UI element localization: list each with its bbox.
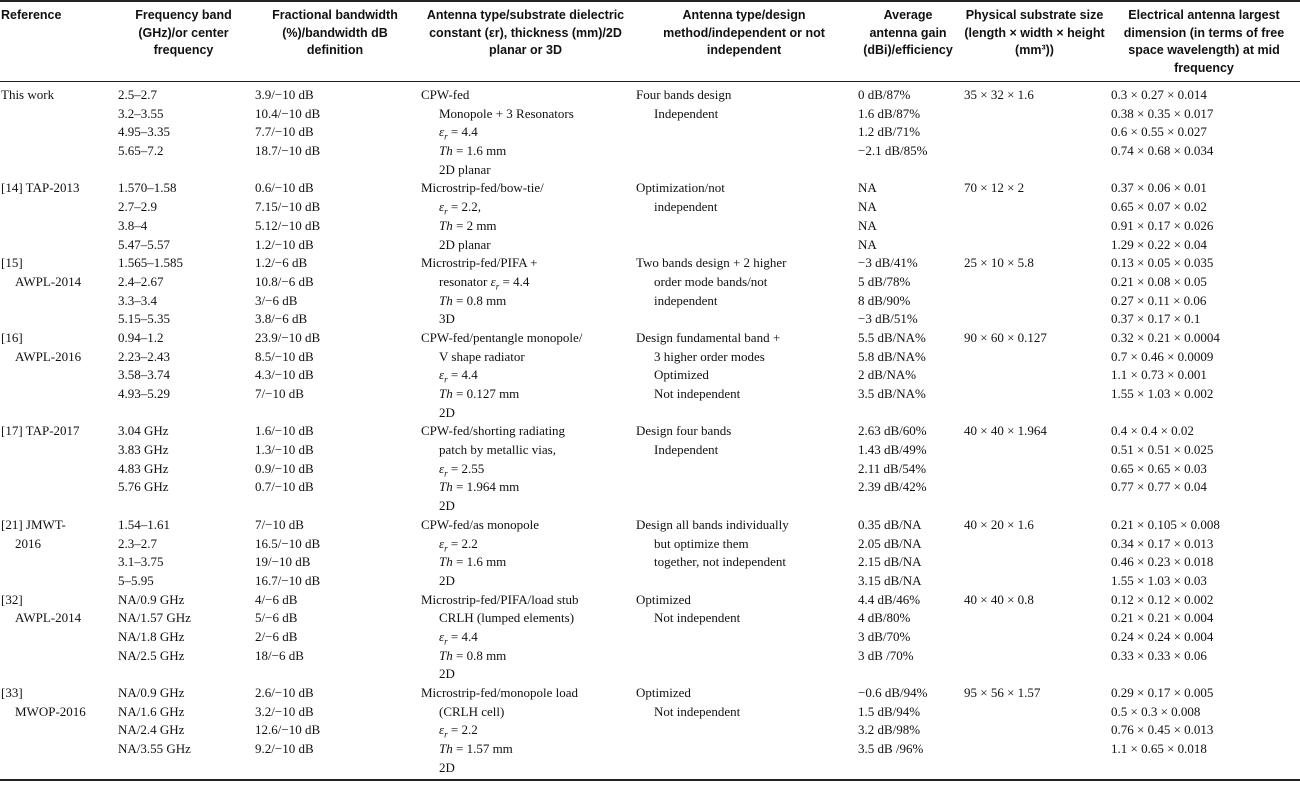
cell-line: 1.1 × 0.73 × 0.001: [1111, 367, 1207, 383]
cell-line: Th = 0.127 mm: [439, 386, 520, 401]
cell-line: −3 dB/51%: [858, 311, 918, 327]
cell-line: Th = 1.6 mm: [439, 143, 507, 159]
gain-cell: [855, 82, 961, 180]
cell-line: 10.8/−6 dB: [255, 273, 314, 289]
cell-line: 1.2/−6 dB: [255, 255, 308, 271]
cell-line: 0.7/−10 dB: [255, 479, 314, 495]
cell-line: 1.29 × 0.22 × 0.04: [1111, 236, 1207, 252]
cell-line: 16.7/−10 dB: [255, 572, 321, 588]
cell-line: MWOP-2016: [15, 703, 86, 719]
cell-line: CRLH (lumped elements): [439, 610, 575, 626]
cell-line: 2.6/−10 dB: [255, 685, 314, 700]
cell-line: NA: [858, 236, 877, 252]
cell-line: $\varepsilon_r = 2.55$: [439, 460, 485, 479]
cell-line: Th = 1.6 mm: [439, 554, 507, 570]
cell-line: Optimization/not: [636, 180, 725, 196]
cell-line: −0.6 dB/94%: [858, 685, 928, 700]
cell-line: 5.8 dB/NA%: [858, 348, 926, 364]
header-row: [0, 1, 1300, 82]
header-fractional-bandwidth: Fractional bandwidth (%)/bandwidth dB definition: [252, 1, 418, 82]
cell-line: [14] TAP-2013: [1, 180, 80, 196]
cell-line: 2D planar: [439, 161, 491, 177]
electrical-dimension-cell: [1108, 422, 1300, 515]
cell-line: NA/0.9 GHz: [118, 591, 185, 607]
cell-line: 1.2/−10 dB: [255, 236, 314, 252]
cell-line: Microstrip-fed/PIFA/load stub: [421, 591, 579, 607]
cell-line: $\varepsilon_r = 2.2$,: [439, 199, 481, 217]
cell-line: 0.35 dB/NA: [858, 516, 922, 532]
electrical-dimension-cell: [1108, 254, 1300, 329]
electrical-dimension-cell: [1108, 516, 1300, 591]
cell-line: 0.21 × 0.21 × 0.004: [1111, 610, 1214, 626]
cell-line: CPW-fed/pentangle monopole/: [421, 329, 583, 345]
cell-line: CPW-fed: [421, 87, 470, 102]
cell-line: AWPL-2014: [15, 273, 82, 289]
cell-line: 5.5 dB/NA%: [858, 329, 926, 345]
bandwidth-cell: [252, 591, 418, 684]
cell-line: [17] TAP-2017: [1, 423, 80, 439]
cell-line: 5.15–5.35: [118, 311, 170, 327]
cell-line: 0.33 × 0.33 × 0.06: [1111, 647, 1207, 663]
cell-line: 3.9/−10 dB: [255, 87, 314, 102]
cell-line: 18/−6 dB: [255, 647, 304, 663]
cell-line: 7.7/−10 dB: [255, 124, 314, 140]
cell-line: NA/1.8 GHz: [118, 628, 185, 644]
cell-line: 3.83 GHz: [118, 442, 169, 458]
cell-line: 4.83 GHz: [118, 460, 169, 476]
cell-line: Independent: [654, 105, 719, 121]
frequency-cell: [115, 516, 252, 591]
cell-line: −2.1 dB/85%: [858, 143, 928, 159]
cell-line: NA/1.6 GHz: [118, 703, 185, 719]
bandwidth-cell: [252, 684, 418, 780]
table-row: [0, 329, 1300, 422]
cell-line: [21] JMWT-: [1, 516, 66, 532]
header-design-method: Antenna type/design method/independent or not independent: [633, 1, 855, 82]
cell-line: 5.12/−10 dB: [255, 217, 321, 233]
design-method-cell: [633, 329, 855, 422]
header-reference: Reference: [0, 1, 115, 82]
cell-line: 0.7 × 0.46 × 0.0009: [1111, 348, 1214, 364]
header-average-gain: Average antenna gain (dBi)/efficiency: [855, 1, 961, 82]
cell-line: 1.1 × 0.65 × 0.018: [1111, 741, 1207, 757]
cell-line: $\varepsilon_r = 2.2$: [439, 722, 478, 740]
cell-line: 0.65 × 0.07 × 0.02: [1111, 199, 1207, 215]
reference-cell: [0, 254, 115, 329]
gain-cell: [855, 329, 961, 422]
cell-line: Not independent: [654, 703, 741, 719]
cell-line: 2D: [439, 498, 455, 514]
cell-line: CPW-fed/as monopole: [421, 516, 540, 532]
substrate-size-cell: [961, 254, 1108, 329]
cell-line: 8.5/−10 dB: [255, 348, 314, 364]
cell-line: 1.6/−10 dB: [255, 423, 314, 439]
cell-line: V shape radiator: [439, 348, 525, 364]
cell-line: Monopole + 3 Resonators: [439, 105, 574, 121]
antenna-type-cell: [418, 684, 633, 780]
cell-line: 2.4–2.67: [118, 273, 164, 289]
cell-line: [33]: [1, 685, 23, 700]
substrate-size-cell: [961, 591, 1108, 684]
cell-line: 4 dB/80%: [858, 610, 911, 626]
cell-line: Design all bands individually: [636, 516, 789, 532]
cell-line: independent: [654, 292, 718, 308]
design-method-cell: [633, 179, 855, 254]
cell-line: 1.570–1.58: [118, 180, 177, 196]
cell-line: 12.6/−10 dB: [255, 722, 321, 738]
cell-line: 40 × 20 × 1.6: [964, 516, 1034, 532]
cell-line: 2D: [439, 404, 455, 420]
cell-line: 3.2–3.55: [118, 105, 164, 121]
cell-line: 3.3–3.4: [118, 292, 157, 308]
cell-line: Optimized: [654, 367, 709, 383]
cell-line: 2.7–2.9: [118, 199, 157, 215]
cell-line: 2D: [439, 759, 455, 775]
cell-line: 0.51 × 0.51 × 0.025: [1111, 442, 1214, 458]
cell-line: 0.6/−10 dB: [255, 180, 314, 196]
design-method-cell: [633, 254, 855, 329]
cell-line: 2.63 dB/60%: [858, 423, 927, 439]
cell-line: $\varepsilon_r = 4.4$: [439, 367, 478, 385]
cell-line: 4.95–3.35: [118, 124, 170, 140]
cell-line: 3.1–3.75: [118, 554, 164, 570]
cell-line: 2D: [439, 572, 455, 588]
cell-line: 0.12 × 0.12 × 0.002: [1111, 591, 1214, 607]
bandwidth-cell: [252, 179, 418, 254]
frequency-cell: [115, 422, 252, 515]
cell-line: 0.24 × 0.24 × 0.004: [1111, 628, 1214, 644]
cell-line: AWPL-2014: [15, 610, 82, 626]
cell-line: 3.2/−10 dB: [255, 703, 314, 719]
cell-line: 3/−6 dB: [255, 292, 298, 308]
cell-line: 0.5 × 0.3 × 0.008: [1111, 703, 1201, 719]
cell-line: 5.76 GHz: [118, 479, 169, 495]
electrical-dimension-cell: [1108, 684, 1300, 780]
electrical-dimension-cell: [1108, 591, 1300, 684]
cell-line: [16]: [1, 329, 23, 345]
cell-line: 0.76 × 0.45 × 0.013: [1111, 722, 1214, 738]
cell-line: 0.13 × 0.05 × 0.035: [1111, 255, 1214, 271]
cell-line: NA: [858, 199, 877, 215]
design-method-cell: [633, 422, 855, 515]
substrate-size-cell: [961, 82, 1108, 180]
cell-line: 95 × 56 × 1.57: [964, 685, 1041, 700]
cell-line: 2.15 dB/NA: [858, 554, 922, 570]
cell-line: [15]: [1, 255, 23, 271]
cell-line: 1.54–1.61: [118, 516, 170, 532]
cell-line: 0.34 × 0.17 × 0.013: [1111, 535, 1214, 551]
cell-line: Microstrip-fed/bow-tie/: [421, 180, 544, 196]
cell-line: together, not independent: [654, 554, 786, 570]
cell-line: 5.65–7.2: [118, 143, 164, 159]
cell-line: Two bands design + 2 higher: [636, 255, 787, 271]
cell-line: 35 × 32 × 1.6: [964, 87, 1034, 102]
cell-line: Th = 2 mm: [439, 217, 497, 233]
reference-cell: [0, 684, 115, 780]
cell-line: CPW-fed/shorting radiating: [421, 423, 566, 439]
electrical-dimension-cell: [1108, 179, 1300, 254]
table-row: [0, 179, 1300, 254]
cell-line: 3.5 dB/NA%: [858, 386, 926, 401]
bandwidth-cell: [252, 254, 418, 329]
frequency-cell: [115, 254, 252, 329]
cell-line: NA/3.55 GHz: [118, 741, 191, 757]
cell-line: $\varepsilon_r = 2.2$: [439, 535, 478, 554]
cell-line: NA/1.57 GHz: [118, 610, 191, 626]
cell-line: 0.32 × 0.21 × 0.0004: [1111, 329, 1220, 345]
cell-line: 0.38 × 0.35 × 0.017: [1111, 105, 1214, 121]
reference-cell: [0, 329, 115, 422]
cell-line: 3.8/−6 dB: [255, 311, 308, 327]
reference-cell: [0, 422, 115, 515]
cell-line: Design fundamental band +: [636, 329, 781, 345]
substrate-size-cell: [961, 422, 1108, 515]
cell-line: 5/−6 dB: [255, 610, 298, 626]
cell-line: 7.15/−10 dB: [255, 199, 321, 215]
cell-line: 0.46 × 0.23 × 0.018: [1111, 554, 1214, 570]
cell-line: 3.04 GHz: [118, 423, 169, 439]
cell-line: 4/−6 dB: [255, 591, 298, 607]
cell-line: 3.15 dB/NA: [858, 572, 922, 588]
cell-line: 1.5 dB/94%: [858, 703, 921, 719]
header-substrate-size: Physical substrate size (length × width × height (mm³)): [961, 1, 1108, 82]
frequency-cell: [115, 179, 252, 254]
bandwidth-cell: [252, 82, 418, 180]
cell-line: NA/2.5 GHz: [118, 647, 185, 663]
cell-line: 0.6 × 0.55 × 0.027: [1111, 124, 1207, 140]
cell-line: 16.5/−10 dB: [255, 535, 321, 551]
electrical-dimension-cell: [1108, 329, 1300, 422]
cell-line: 3.8–4: [118, 217, 148, 233]
cell-line: 9.2/−10 dB: [255, 741, 314, 757]
antenna-type-cell: [418, 82, 633, 180]
cell-line: 3.5 dB /96%: [858, 741, 924, 757]
cell-line: 2.3–2.7: [118, 535, 157, 551]
cell-line: 2.11 dB/54%: [858, 460, 927, 476]
antenna-type-cell: [418, 179, 633, 254]
cell-line: 1.55 × 1.03 × 0.03: [1111, 572, 1207, 588]
header-electrical-dimension: Electrical antenna largest dimension (in terms of free space wavelength) at mid frequency: [1108, 1, 1300, 82]
cell-line: 0.9/−10 dB: [255, 460, 314, 476]
cell-line: 3 dB /70%: [858, 647, 914, 663]
cell-line: Four bands design: [636, 87, 732, 102]
table-row: [0, 516, 1300, 591]
cell-line: but optimize them: [654, 535, 749, 551]
cell-line: Not independent: [654, 386, 741, 401]
substrate-size-cell: [961, 684, 1108, 780]
cell-line: 1.3/−10 dB: [255, 442, 314, 458]
bandwidth-cell: [252, 422, 418, 515]
cell-line: 0.91 × 0.17 × 0.026: [1111, 217, 1214, 233]
cell-line: Optimized: [636, 591, 691, 607]
cell-line: −3 dB/41%: [858, 255, 918, 271]
cell-line: 0.65 × 0.65 × 0.03: [1111, 460, 1207, 476]
substrate-size-cell: [961, 179, 1108, 254]
cell-line: resonator $\varepsilon_r = 4.4$: [439, 273, 530, 292]
cell-line: 25 × 10 × 5.8: [964, 255, 1034, 271]
design-method-cell: [633, 516, 855, 591]
antenna-type-cell: [418, 516, 633, 591]
frequency-cell: [115, 329, 252, 422]
cell-line: 5–5.95: [118, 572, 154, 588]
bandwidth-cell: [252, 329, 418, 422]
cell-line: 1.55 × 1.03 × 0.002: [1111, 386, 1214, 401]
antenna-type-cell: [418, 591, 633, 684]
reference-cell: [0, 179, 115, 254]
table-row: [0, 684, 1300, 780]
cell-line: NA/2.4 GHz: [118, 722, 185, 738]
cell-line: 1.2 dB/71%: [858, 124, 921, 140]
cell-line: Microstrip-fed/monopole load: [421, 685, 579, 700]
table-body: [0, 82, 1300, 781]
cell-line: independent: [654, 199, 718, 215]
cell-line: 0.29 × 0.17 × 0.005: [1111, 685, 1214, 700]
design-method-cell: [633, 82, 855, 180]
cell-line: 2D planar: [439, 236, 491, 252]
reference-cell: [0, 82, 115, 180]
cell-line: Th = 1.964 mm: [439, 479, 520, 495]
cell-line: NA: [858, 180, 877, 196]
cell-line: patch by metallic vias,: [439, 442, 556, 458]
table-row: [0, 591, 1300, 684]
cell-line: 3.58–3.74: [118, 367, 170, 383]
cell-line: 90 × 60 × 0.127: [964, 329, 1047, 345]
cell-line: 3D: [439, 311, 455, 327]
design-method-cell: [633, 591, 855, 684]
gain-cell: [855, 591, 961, 684]
cell-line: $\varepsilon_r = 4.4$: [439, 628, 478, 647]
cell-line: 40 × 40 × 0.8: [964, 591, 1034, 607]
cell-line: 1.6 dB/87%: [858, 105, 921, 121]
gain-cell: [855, 179, 961, 254]
cell-line: Design four bands: [636, 423, 732, 439]
gain-cell: [855, 516, 961, 591]
cell-line: 5 dB/78%: [858, 273, 911, 289]
cell-line: 1.43 dB/49%: [858, 442, 927, 458]
cell-line: 4.93–5.29: [118, 386, 170, 401]
cell-line: 18.7/−10 dB: [255, 143, 321, 159]
frequency-cell: [115, 82, 252, 180]
cell-line: 2.23–2.43: [118, 348, 170, 364]
cell-line: NA: [858, 217, 877, 233]
cell-line: 2D: [439, 666, 455, 682]
reference-cell: [0, 516, 115, 591]
cell-line: 3.2 dB/98%: [858, 722, 921, 738]
header-antenna-substrate: Antenna type/substrate dielectric constant (εr), thickness (mm)/2D planar or 3D: [418, 1, 633, 82]
cell-line: AWPL-2016: [15, 348, 82, 364]
cell-line: Th = 0.8 mm: [439, 292, 507, 308]
antenna-type-cell: [418, 422, 633, 515]
cell-line: 19/−10 dB: [255, 554, 311, 570]
cell-line: 2.05 dB/NA: [858, 535, 922, 551]
cell-line: 0.37 × 0.06 × 0.01: [1111, 180, 1207, 196]
cell-line: 0.77 × 0.77 × 0.04: [1111, 479, 1207, 495]
cell-line: Optimized: [636, 685, 691, 700]
cell-line: 23.9/−10 dB: [255, 329, 321, 345]
cell-line: NA/0.9 GHz: [118, 685, 185, 700]
cell-line: This work: [1, 87, 55, 102]
cell-line: $\varepsilon_r = 4.4$: [439, 124, 478, 142]
cell-line: 4.4 dB/46%: [858, 591, 921, 607]
antenna-type-cell: [418, 254, 633, 329]
cell-line: 0 dB/87%: [858, 87, 911, 102]
design-method-cell: [633, 684, 855, 780]
cell-line: 0.27 × 0.11 × 0.06: [1111, 292, 1207, 308]
cell-line: 0.94–1.2: [118, 329, 164, 345]
cell-line: 2016: [15, 535, 41, 551]
substrate-size-cell: [961, 516, 1108, 591]
gain-cell: [855, 684, 961, 780]
cell-line: 3 higher order modes: [654, 348, 765, 364]
cell-line: 2 dB/NA%: [858, 367, 917, 383]
cell-line: 0.37 × 0.17 × 0.1: [1111, 311, 1201, 327]
cell-line: 0.21 × 0.105 × 0.008: [1111, 516, 1220, 532]
cell-line: 0.74 × 0.68 × 0.034: [1111, 143, 1214, 159]
gain-cell: [855, 422, 961, 515]
bandwidth-cell: [252, 516, 418, 591]
electrical-dimension-cell: [1108, 82, 1300, 180]
cell-line: 7/−10 dB: [255, 516, 304, 532]
table-row: [0, 422, 1300, 515]
cell-line: 0.3 × 0.27 × 0.014: [1111, 87, 1207, 102]
cell-line: 70 × 12 × 2: [964, 180, 1025, 196]
header-frequency-band: Frequency band (GHz)/or center frequency: [115, 1, 252, 82]
cell-line: 3 dB/70%: [858, 628, 911, 644]
cell-line: 1.565–1.585: [118, 255, 183, 271]
gain-cell: [855, 254, 961, 329]
cell-line: Microstrip-fed/PIFA +: [421, 255, 538, 271]
cell-line: [32]: [1, 591, 23, 607]
table-row: [0, 82, 1300, 180]
table-row: [0, 254, 1300, 329]
reference-cell: [0, 591, 115, 684]
cell-line: 0.21 × 0.08 × 0.05: [1111, 273, 1207, 289]
cell-line: 2.5–2.7: [118, 87, 157, 102]
cell-line: (CRLH cell): [439, 703, 505, 719]
cell-line: Not independent: [654, 610, 741, 626]
frequency-cell: [115, 684, 252, 780]
cell-line: 8 dB/90%: [858, 292, 911, 308]
substrate-size-cell: [961, 329, 1108, 422]
cell-line: 40 × 40 × 1.964: [964, 423, 1047, 439]
cell-line: order mode bands/not: [654, 273, 768, 289]
cell-line: 7/−10 dB: [255, 386, 304, 401]
antenna-type-cell: [418, 329, 633, 422]
cell-line: 5.47–5.57: [118, 236, 170, 252]
cell-line: Independent: [654, 442, 719, 458]
cell-line: Th = 1.57 mm: [439, 741, 513, 757]
cell-line: 2.39 dB/42%: [858, 479, 927, 495]
cell-line: 0.4 × 0.4 × 0.02: [1111, 423, 1194, 439]
cell-line: 2/−6 dB: [255, 628, 298, 644]
cell-line: 10.4/−10 dB: [255, 105, 321, 121]
cell-line: Th = 0.8 mm: [439, 647, 507, 663]
cell-line: 4.3/−10 dB: [255, 367, 314, 383]
frequency-cell: [115, 591, 252, 684]
